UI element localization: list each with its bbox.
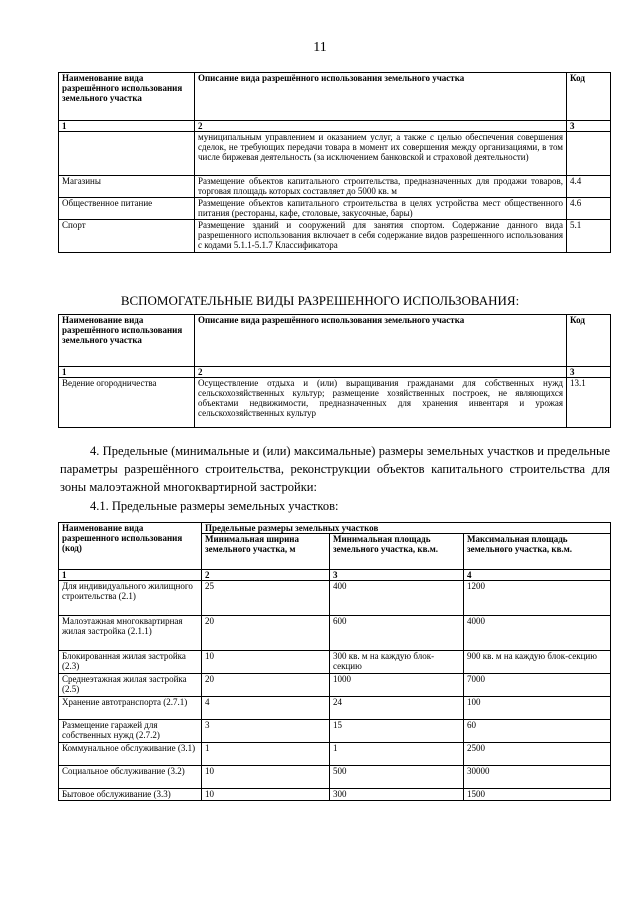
column-header-min-area: Минимальная площадь земельного участка, кв.м. xyxy=(330,534,464,570)
column-number: 1 xyxy=(59,570,202,581)
use-name xyxy=(59,132,195,176)
use-name: Общественное питание xyxy=(59,198,195,220)
use-name: Среднеэтажная жилая застройка (2.5) xyxy=(59,674,202,697)
column-header-code: Код xyxy=(567,315,611,367)
auxiliary-uses-heading: ВСПОМОГАТЕЛЬНЫЕ ВИДЫ РАЗРЕШЕННОГО ИСПОЛЬЗОВАНИЯ: xyxy=(120,293,520,308)
column-header-group: Предельные размеры земельных участков xyxy=(202,523,611,534)
column-number: 3 xyxy=(567,121,611,132)
min-area: 1000 xyxy=(330,674,464,697)
min-width: 10 xyxy=(202,789,330,801)
min-width: 25 xyxy=(202,581,330,616)
column-header-name: Наименование вида разрешённого использования земельного участка xyxy=(59,315,195,367)
min-area: 300 xyxy=(330,789,464,801)
use-code: 5.1 xyxy=(567,220,611,253)
table-row xyxy=(59,198,611,220)
table-row xyxy=(59,743,611,766)
column-header-description: Описание вида разрешённого использования земельного участка xyxy=(195,73,567,121)
max-area: 7000 xyxy=(464,674,611,697)
column-header-max-area: Максимальная площадь земельного участка, кв.м. xyxy=(464,534,611,570)
table-header-row xyxy=(59,523,611,534)
column-header-min-width: Минимальная ширина земельного участка, м xyxy=(202,534,330,570)
column-header-code: Код xyxy=(567,73,611,121)
max-area: 1200 xyxy=(464,581,611,616)
use-name: Коммунальное обслуживание (3.1) xyxy=(59,743,202,766)
use-description: муниципальным управлением и оказанием услуг, а также с целью обеспечения совершения сделок, не требующих передачи товара в момент их совершения между организациями, в том числе биржевая деятельность (за исключением банковской и страховой деятельности) xyxy=(195,132,567,176)
min-area: 1 xyxy=(330,743,464,766)
column-header-description: Описание вида разрешённого использования земельного участка xyxy=(195,315,567,367)
use-code xyxy=(567,132,611,176)
table-header-row xyxy=(59,73,611,121)
use-description: Осуществление отдыха и (или) выращивания гражданами для собственных нужд сельскохозяйственных культур; размещение хозяйственных построек, не являющихся объектами недвижимости, предназначенных для хранения инвентаря и урожая сельскохозяйственных культур xyxy=(195,378,567,428)
max-area: 100 xyxy=(464,697,611,720)
min-width: 1 xyxy=(202,743,330,766)
column-number: 2 xyxy=(195,121,567,132)
use-description: Размещение зданий и сооружений для занятия спортом. Содержание данного вида разрешенного использования включает в себя содержание видов разрешенного использования с кодами 5.1.1-5.1.7 Классификатора xyxy=(195,220,567,253)
table-row xyxy=(59,766,611,789)
max-area: 30000 xyxy=(464,766,611,789)
table-row xyxy=(59,176,611,198)
min-area: 600 xyxy=(330,616,464,651)
use-code: 4.6 xyxy=(567,198,611,220)
table-row xyxy=(59,581,611,616)
min-area: 24 xyxy=(330,697,464,720)
min-width: 10 xyxy=(202,766,330,789)
use-description: Размещение объектов капитального строительства в целях устройства мест общественного питания (рестораны, кафе, столовые, закусочные, бары) xyxy=(195,198,567,220)
use-name: Бытовое обслуживание (3.3) xyxy=(59,789,202,801)
max-area: 4000 xyxy=(464,616,611,651)
max-area: 2500 xyxy=(464,743,611,766)
table-row xyxy=(59,651,611,674)
min-area: 15 xyxy=(330,720,464,743)
max-area: 1500 xyxy=(464,789,611,801)
use-name: Блокированная жилая застройка (2.3) xyxy=(59,651,202,674)
max-area: 60 xyxy=(464,720,611,743)
column-number: 1 xyxy=(59,367,195,378)
table-row xyxy=(59,378,611,428)
table-row xyxy=(59,697,611,720)
use-name: Спорт xyxy=(59,220,195,253)
page-number: 11 xyxy=(313,40,327,55)
min-width: 20 xyxy=(202,674,330,697)
min-width: 3 xyxy=(202,720,330,743)
min-width: 20 xyxy=(202,616,330,651)
use-description: Размещение объектов капитального строительства, предназначенных для продажи товаров, торговая площадь которых составляет до 5000 кв. м xyxy=(195,176,567,198)
use-name: Размещение гаражей для собственных нужд (2.7.2) xyxy=(59,720,202,743)
min-width: 10 xyxy=(202,651,330,674)
paragraph-4-1: 4.1. Предельные размеры земельных участков: xyxy=(90,499,339,513)
column-number-row xyxy=(59,570,611,581)
paragraph-4: 4. Предельные (минимальные и (или) максимальные) размеры земельных участков и предельные параметры разрешённого строительства, реконструкции объектов капитального строительства для зоны малоэтажной многоквартирной застройки: xyxy=(60,444,610,494)
use-name: Хранение автотранспорта (2.7.1) xyxy=(59,697,202,720)
column-number-row xyxy=(59,367,611,378)
auxiliary-uses-table xyxy=(58,314,611,428)
use-name: Для индивидуального жилищного строительства (2.1) xyxy=(59,581,202,616)
use-code: 4.4 xyxy=(567,176,611,198)
table-row xyxy=(59,674,611,697)
use-code: 13.1 xyxy=(567,378,611,428)
use-name: Социальное обслуживание (3.2) xyxy=(59,766,202,789)
column-number: 2 xyxy=(202,570,330,581)
table-row xyxy=(59,616,611,651)
table-row xyxy=(59,220,611,253)
min-width: 4 xyxy=(202,697,330,720)
min-area: 300 кв. м на каждую блок-секцию xyxy=(330,651,464,674)
table-row xyxy=(59,132,611,176)
column-number: 4 xyxy=(464,570,611,581)
column-header-name: Наименование вида разрешённого использования земельного участка xyxy=(59,73,195,121)
table-header-row xyxy=(59,315,611,367)
max-area: 900 кв. м на каждую блок-секцию xyxy=(464,651,611,674)
column-number-row xyxy=(59,121,611,132)
column-number: 2 xyxy=(195,367,567,378)
table-row xyxy=(59,720,611,743)
use-name: Ведение огородничества xyxy=(59,378,195,428)
column-number: 3 xyxy=(330,570,464,581)
min-area: 400 xyxy=(330,581,464,616)
plot-sizes-table xyxy=(58,522,611,801)
use-name: Магазины xyxy=(59,176,195,198)
use-name: Малоэтажная многоквартирная жилая застройка (2.1.1) xyxy=(59,616,202,651)
table-row xyxy=(59,789,611,801)
column-header-name: Наименование вида разрешенного использования (код) xyxy=(59,523,202,570)
column-number: 1 xyxy=(59,121,195,132)
column-number: 3 xyxy=(567,367,611,378)
main-uses-table xyxy=(58,72,611,253)
min-area: 500 xyxy=(330,766,464,789)
